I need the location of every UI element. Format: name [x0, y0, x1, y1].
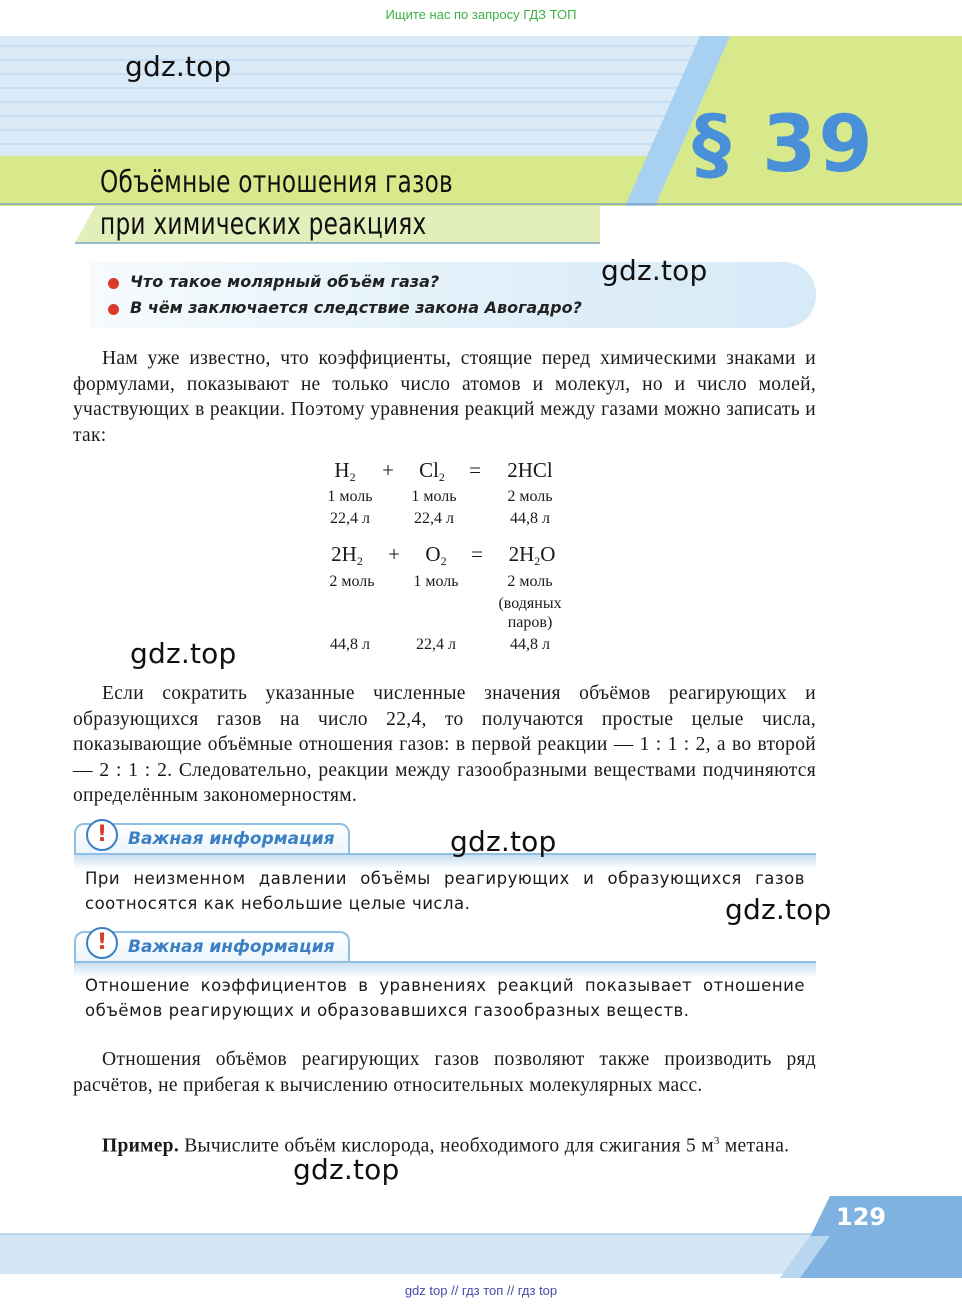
exclamation-icon: ! [86, 927, 118, 959]
watermark: gdz.top [125, 50, 232, 83]
bullet-icon [108, 278, 119, 289]
important-info-tab [74, 823, 350, 855]
info-label: Важная информация [128, 937, 335, 957]
watermark: gdz.top [601, 254, 708, 287]
title-line-1: Объёмные отношения газов [100, 165, 453, 200]
top-banner-note[interactable]: Ищите нас по запросу ГДЗ ТОП [385, 7, 577, 22]
volume-value: 22,4 л [416, 636, 456, 653]
mol-value: 2 моль [507, 488, 553, 505]
formula-h2: $H_2$ [334, 458, 356, 484]
paragraph: Нам уже известно, что коэффициенты, стоящие перед химическими знаками и формулами, показывают не только число атомов и молекул, но и число молей, участвующих в реакции. Поэтому уравнения реакций между газами можно записать и так: [73, 348, 816, 446]
example-label: Пример. [102, 1135, 180, 1157]
info-text: При неизменном давлении объёмы реагирующих и образующихся газов соотносятся как небольшие целые числа. [85, 869, 805, 913]
mol-value: 2 моль [329, 573, 375, 590]
volume-value: 22,4 л [414, 510, 454, 527]
formula-o2: $O_2$ [425, 542, 447, 568]
equals-sign: = [471, 542, 483, 566]
volume-value: 44,8 л [330, 636, 370, 653]
volume-value: 44,8 л [510, 510, 550, 527]
question-item: Что такое молярный объём газа? [130, 272, 439, 291]
formula-cl2: $Cl_2$ [419, 458, 445, 484]
formula-hcl: 2HCl [507, 458, 553, 482]
watermark: gdz.top [130, 637, 237, 670]
mol-value: 1 моль [411, 488, 457, 505]
page-title [100, 162, 453, 246]
plus-sign: + [388, 542, 400, 566]
section-number: § 39 [692, 100, 875, 190]
page-number: 129 [836, 1203, 887, 1231]
equation-1 [0, 458, 962, 538]
volume-value: 44,8 л [510, 636, 550, 653]
watermark: gdz.top [725, 893, 832, 926]
info-label: Важная информация [128, 829, 335, 849]
exclamation-icon: ! [86, 819, 118, 851]
mol-value: 2 моль [507, 573, 553, 590]
note-line: паров) [507, 614, 553, 631]
plus-sign: + [382, 458, 394, 482]
mol-value: 1 моль [327, 488, 373, 505]
example-paragraph: Пример. Вычислите объём кислорода, необходимого для сжигания 5 $м^3$ метана. [102, 1135, 790, 1157]
watermark: gdz.top [450, 825, 557, 858]
watermark: gdz.top [293, 1153, 400, 1186]
note-line: (водяных [498, 595, 562, 612]
formula-2h2: $2H_2$ [331, 542, 363, 568]
bottom-links[interactable]: gdz top // гдз топ // гдз top [404, 1283, 558, 1298]
volume-value: 22,4 л [330, 510, 370, 527]
paragraph: Если сократить указанные численные значения объёмов реагирующих и образующихся газов на число 22,4, то получаются простые целые числа, показывающие объёмные отношения газов: в первой реакции — 1 : 1 : 2, а во второй — 2 : 1 : 2. Следовательно, реакции между газообразными веществами подчиняются определённым закономерностям. [73, 683, 816, 807]
important-info-tab [74, 931, 350, 963]
title-line-2: при химических реакциях [100, 207, 427, 242]
info-text: Отношение коэффициентов в уравнениях реакций показывает отношение объёмов реагирующих и образовавшихся газообразных веществ. [85, 976, 805, 1020]
footer-decoration [0, 1196, 962, 1278]
bullet-icon [108, 304, 119, 315]
equals-sign: = [469, 458, 481, 482]
question-item: В чём заключается следствие закона Авогадро? [130, 298, 582, 317]
mol-value: 1 моль [413, 573, 459, 590]
paragraph: Отношения объёмов реагирующих газов позволяют также производить ряд расчётов, не прибегая к вычислению относительных молекулярных масс. [73, 1049, 816, 1096]
formula-h2o: $2H_2O$ [508, 542, 556, 568]
